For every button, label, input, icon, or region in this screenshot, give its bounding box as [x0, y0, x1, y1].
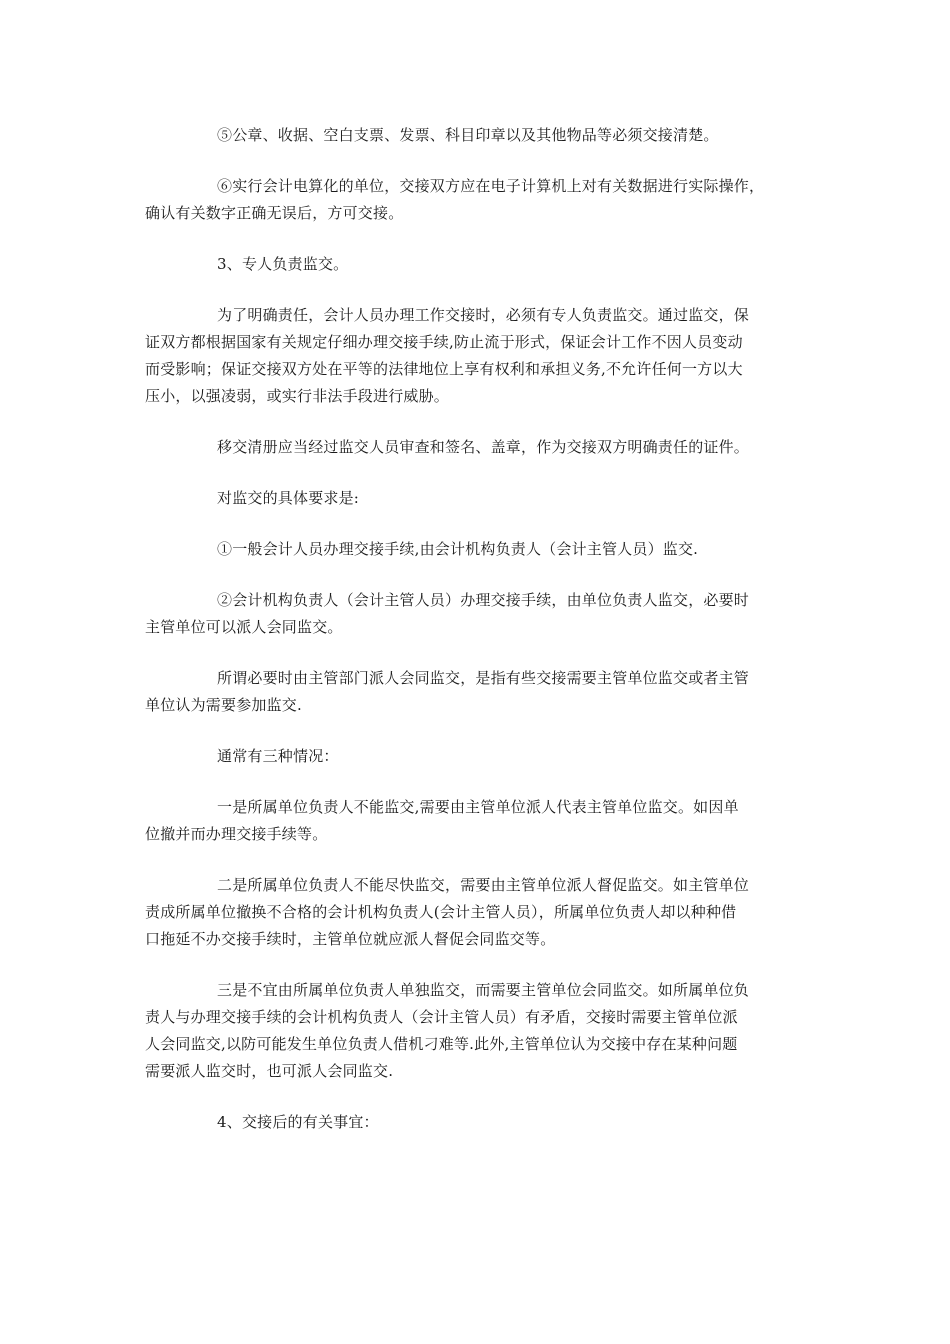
paragraph	[145, 536, 813, 563]
text-line: 证双方都根据国家有关规定仔细办理交接手续,防止流于形式，保证会计工作不因人员变动	[145, 333, 743, 351]
text-line: 责人与办理交接手续的会计机构负责人（会计主管人员）有矛盾，交接时需要主管单位派	[145, 1008, 738, 1026]
text-line: 3、专人负责监交。	[217, 255, 349, 273]
text-line: 人会同监交,以防可能发生单位负责人借机刁难等.此外,主管单位认为交接中存在某种问题	[145, 1035, 738, 1053]
text-line: ⑥实行会计电算化的单位，交接双方应在电子计算机上对有关数据进行实际操作，	[217, 177, 765, 195]
paragraph	[145, 122, 813, 149]
paragraph	[145, 173, 813, 227]
text-line: ②会计机构负责人（会计主管人员）办理交接手续，由单位负责人监交，必要时	[217, 591, 750, 609]
text-line: 责成所属单位撤换不合格的会计机构负责人(会计主管人员），所属单位负责人却以种种借	[145, 903, 737, 921]
text-line: 确认有关数字正确无误后，方可交接。	[145, 204, 404, 222]
section-heading	[145, 251, 813, 278]
section-heading	[145, 1109, 813, 1136]
document-body	[145, 122, 813, 1160]
text-line: 而受影响；保证交接双方处在平等的法律地位上享有权利和承担义务,不允许任何一方以大	[145, 360, 743, 378]
text-line: 通常有三种情况：	[217, 747, 339, 765]
text-line: 移交清册应当经过监交人员审查和签名、盖章，作为交接双方明确责任的证件。	[217, 438, 750, 456]
paragraph	[145, 977, 813, 1085]
paragraph	[145, 743, 813, 770]
paragraph	[145, 665, 813, 719]
text-line: 二是所属单位负责人不能尽快监交，需要由主管单位派人督促监交。如主管单位	[217, 876, 750, 894]
text-line: 单位认为需要参加监交.	[145, 696, 302, 714]
paragraph	[145, 872, 813, 953]
paragraph	[145, 302, 813, 410]
text-line: 4、交接后的有关事宜：	[217, 1113, 379, 1131]
paragraph	[145, 485, 813, 512]
paragraph	[145, 587, 813, 641]
text-line: 需要派人监交时，也可派人会同监交.	[145, 1062, 394, 1080]
text-line: 三是不宜由所属单位负责人单独监交，而需要主管单位会同监交。如所属单位负	[217, 981, 750, 999]
paragraph	[145, 794, 813, 848]
text-line: 所谓必要时由主管部门派人会同监交，是指有些交接需要主管单位监交或者主管	[217, 669, 750, 687]
text-line: 口拖延不办交接手续时，主管单位就应派人督促会同监交等。	[145, 930, 556, 948]
text-line: 为了明确责任，会计人员办理工作交接时，必须有专人负责监交。通过监交，保	[217, 306, 750, 324]
paragraph	[145, 434, 813, 461]
text-line: ⑤公章、收据、空白支票、发票、科目印章以及其他物品等必须交接清楚。	[217, 126, 719, 144]
text-line: 主管单位可以派人会同监交。	[145, 618, 343, 636]
text-line: 对监交的具体要求是:	[217, 489, 360, 507]
text-line: 一是所属单位负责人不能监交,需要由主管单位派人代表主管单位监交。如因单	[217, 798, 739, 816]
text-line: ①一般会计人员办理交接手续,由会计机构负责人（会计主管人员）监交.	[217, 540, 699, 558]
text-line: 位撤并而办理交接手续等。	[145, 825, 328, 843]
text-line: 压小，以强凌弱，或实行非法手段进行威胁。	[145, 387, 450, 405]
